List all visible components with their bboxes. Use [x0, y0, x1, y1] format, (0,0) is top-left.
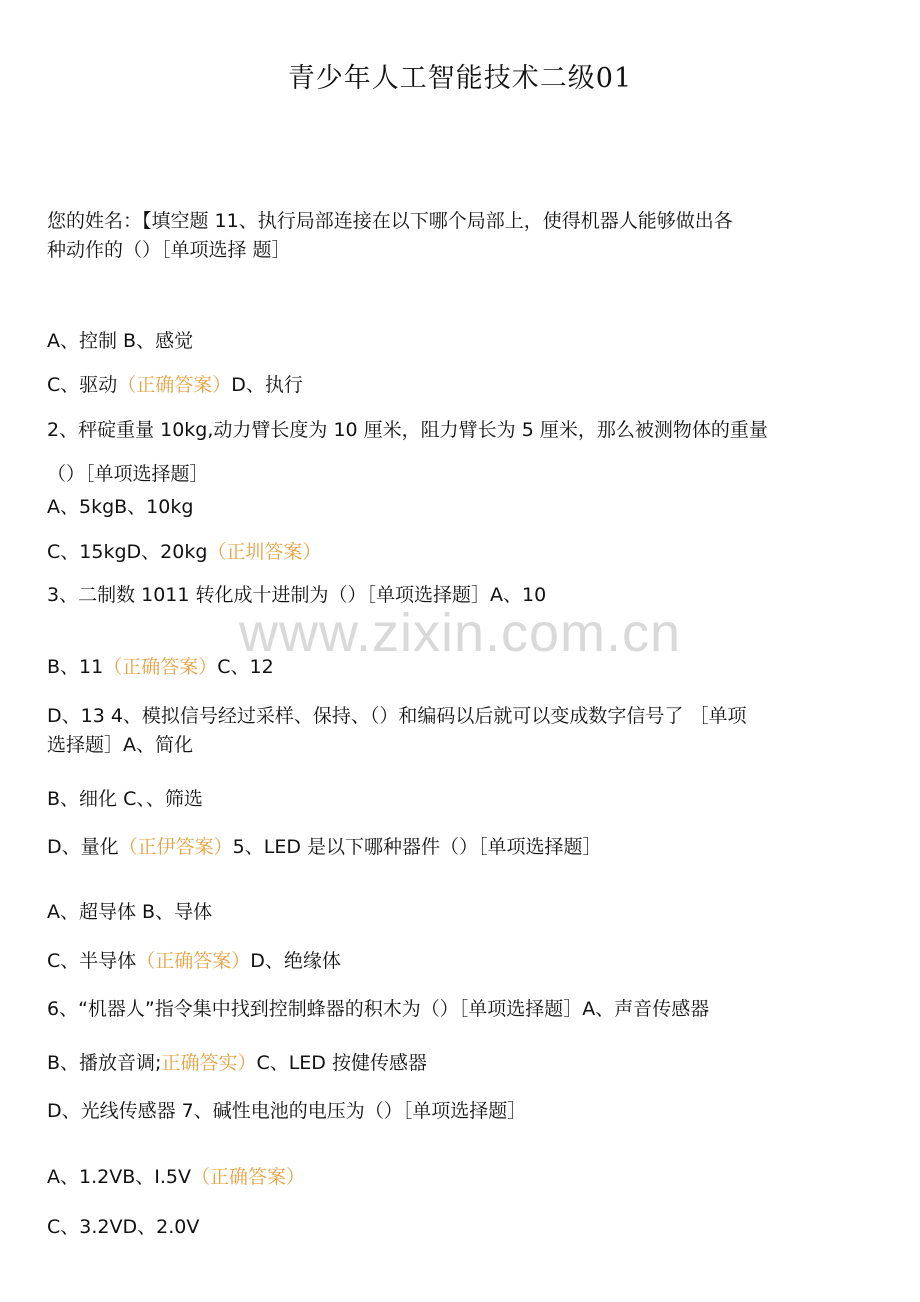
line-text: A、1.2VB、I.5V — [47, 1166, 191, 1188]
line-text: 2、秤碇重量 10kg,动力臂长度为 10 厘米，阻力臂长为 5 厘米，那么被测物体的重量 — [47, 419, 768, 441]
question-line — [47, 730, 193, 760]
question-line — [47, 701, 746, 731]
line-text: B、细化 C、、筛选 — [47, 788, 203, 810]
line-text: （）［单项选择题］ — [47, 463, 209, 485]
option-line — [47, 492, 193, 522]
option-line — [47, 897, 212, 927]
line-text: B、11 — [47, 656, 104, 678]
correct-answer-mark: （正确答案） — [190, 1166, 305, 1188]
line-text: 选择题］A、简化 — [47, 734, 193, 756]
line-text: D、13 4、模拟信号经过采样、保持、（）和编码以后就可以变成数字信号了 ［单项 — [47, 705, 747, 727]
line-text: C、3.2VD、2.0V — [47, 1216, 200, 1238]
correct-answer-mark: 正确答实） — [161, 1052, 257, 1074]
line-text: B、播放音调; — [47, 1052, 162, 1074]
line-text: 6、“机器人”指令集中找到控制蜂器的积木为（）［单项选择题］A、声音传感器 — [47, 998, 710, 1020]
line-text: D、光线传感器 7、碱性电池的电压为（）［单项选择题］ — [47, 1100, 527, 1122]
option-line — [47, 326, 193, 356]
correct-answer-mark: （正确答案） — [103, 656, 218, 678]
option-line — [47, 370, 303, 400]
line-text: A、控制 B、感觉 — [47, 330, 194, 352]
line-text: C、半导体 — [47, 950, 137, 972]
option-line — [47, 652, 274, 682]
line-text: C、12 — [217, 656, 274, 678]
line-text: D、绝缘体 — [250, 950, 341, 972]
option-line — [47, 1048, 427, 1078]
question-line — [47, 994, 709, 1024]
line-text: A、5kgB、10kg — [47, 496, 194, 518]
question-line — [47, 580, 546, 610]
option-line — [47, 946, 341, 976]
watermark-text: www.zixin.com.cn — [238, 603, 682, 663]
line-text: D、执行 — [231, 374, 303, 396]
option-line — [47, 1212, 199, 1242]
page-title: 青少年人工智能技术二级01 — [287, 63, 633, 94]
correct-answer-mark: （正伊答案） — [118, 836, 233, 858]
option-line — [47, 784, 203, 814]
question-line — [47, 235, 291, 265]
question-line — [47, 415, 768, 445]
correct-answer-mark: （正确答案） — [117, 374, 232, 396]
option-line — [47, 832, 602, 862]
line-text: 种动作的（）［单项选择 题］ — [47, 239, 291, 261]
option-line — [47, 1162, 305, 1192]
line-text: D、量化 — [47, 836, 119, 858]
correct-answer-mark: （正确答案） — [136, 950, 251, 972]
correct-answer-mark: （正圳答案） — [207, 541, 322, 563]
line-text: A、超导体 B、导体 — [47, 901, 213, 923]
line-text: 您的姓名：【填空题 11、执行局部连接在以下哪个局部上，使得机器人能够做出各 — [47, 210, 733, 232]
line-text: C、15kgD、20kg — [47, 541, 208, 563]
question-line — [47, 1096, 526, 1126]
line-text: 3、二制数 1011 转化成十进制为（）［单项选择题］A、10 — [47, 584, 547, 606]
line-text: C、驱动 — [47, 374, 118, 396]
question-line — [47, 206, 733, 236]
line-text: C、LED 按健传感器 — [256, 1052, 427, 1074]
line-text: 5、LED 是以下哪种器件（）［单项选择题］ — [232, 836, 602, 858]
option-line — [47, 537, 321, 567]
question-line — [47, 459, 209, 489]
